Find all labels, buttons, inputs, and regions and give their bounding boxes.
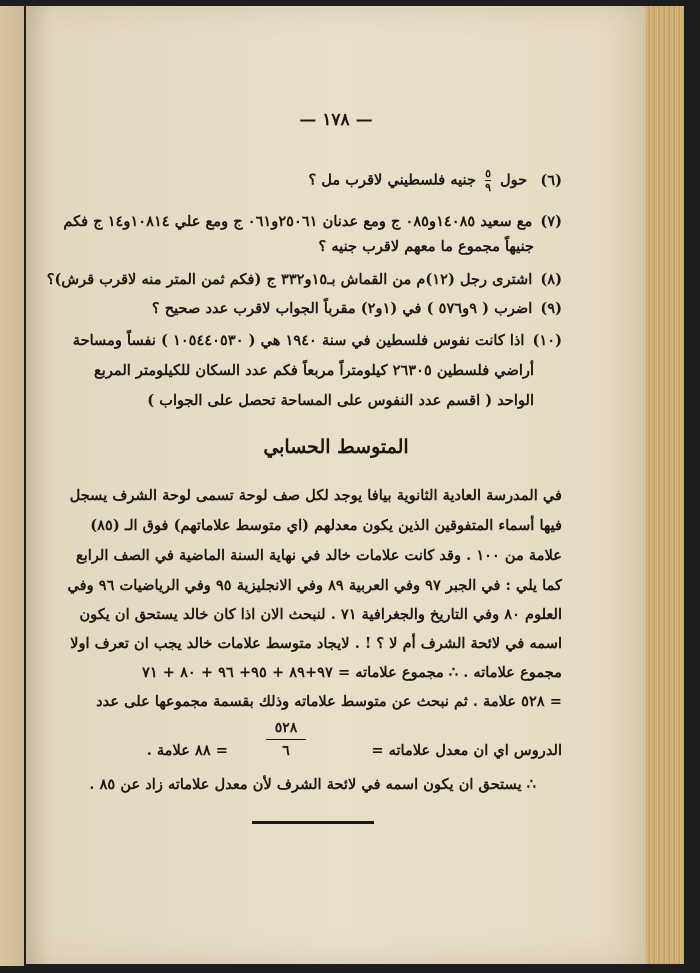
book-page (26, 6, 646, 964)
paragraph-line-6: اسمه في لائحة الشرف أم لا ؟ ! . لايجاد متوسط علامات خالد يجب ان تعرف اولا (70, 635, 562, 652)
fraction-five-ninths: $\frac{٥}{٩}$ (485, 167, 491, 194)
paragraph-line-3: علامة من ١٠٠ . وقد كانت علامات خالد في نهاية السنة الماضية في الصف الرابع (75, 547, 562, 564)
exercise-8: (٨)اشترى رجل (١٢)م من القماش بـ١٥و٣٣٢ ج (فكم ثمن المتر منه لاقرب قرش)؟ (46, 271, 562, 288)
end-rule (252, 821, 374, 824)
average-result: = ٨٨ علامة . (146, 742, 228, 759)
exercise-10-cont-2: الواحد ( اقسم عدد النفوس على المساحة تحصل على الجواب ) (147, 392, 534, 409)
average-text: الدروس اي ان معدل علاماته = (371, 742, 562, 759)
page-number: — ١٧٨ — (299, 110, 373, 130)
exercise-7: (٧)مع سعيد ١٤٠٨٥و٠٨٥ ج ومع عدنان ٢٥٠٦١و٠٦١ ج ومع علي ١٠٨١٤و١٤ ج فكم (63, 213, 562, 230)
exercise-10-cont-1: أراضي فلسطين ٢٦٣٠٥ كيلومتراً مربعاً فكم عدد السكان للكيلومتر المربع (94, 362, 534, 379)
conclusion-line: ∴ يستحق ان يكون اسمه في لائحة الشرف لأن معدل علاماته زاد عن ٨٥ . (89, 776, 536, 793)
exercise-6: (٦) حول $\frac{٥}{٩}$ جنيه فلسطيني لاقرب مل ؟ (308, 167, 562, 194)
section-title: المتوسط الحسابي (263, 436, 409, 458)
paragraph-line-5: العلوم ٨٠ وفي التاريخ والجغرافية ٧١ . لنبحث الان اذا كان خالد يستحق ان يكون (79, 606, 562, 623)
paragraph-line-2: فيها أسماء المتفوقين الذين يكون معدلهم (اي متوسط علاماتهم) فوق الـ (٨٥) (90, 517, 562, 534)
page-edges (646, 6, 684, 964)
paragraph-line-1: في المدرسة العادية الثانوية بيافا يوجد لكل صف لوحة تسمى لوحة الشرف يسجل (69, 487, 562, 504)
exercise-9: (٩)اضرب ( ٩و٥٧٦ ) في (١و٢) مقرباً الجواب لاقرب عدد صحيح ؟ (151, 300, 562, 317)
exercise-10: (١٠)اذا كانت نفوس فلسطين في سنة ١٩٤٠ هي ( ١٠٥٤٤٠٥٣٠ ) نفساً ومساحة (72, 332, 562, 349)
paragraph-line-4: كما يلي : في الجبر ٩٧ وفي العربية ٨٩ وفي الانجليزية ٩٥ وفي الرياضيات ٩٦ وفي (67, 577, 562, 594)
exercise-7-cont: جنيهاً مجموع ما معهم لاقرب جنيه ؟ (318, 238, 534, 255)
paragraph-line-7: مجموع علاماته . ∴ مجموع علاماته = ٩٧+٨٩ + ٩٥+ ٩٦ + ٨٠ + ٧١ (142, 664, 562, 681)
left-page-edge (0, 6, 24, 966)
average-fraction: ٥٢٨ ٦ (266, 720, 306, 759)
paragraph-line-8: = ٥٢٨ علامة . ثم نبحث عن متوسط علاماته وذلك بقسمة مجموعها على عدد (96, 693, 562, 710)
